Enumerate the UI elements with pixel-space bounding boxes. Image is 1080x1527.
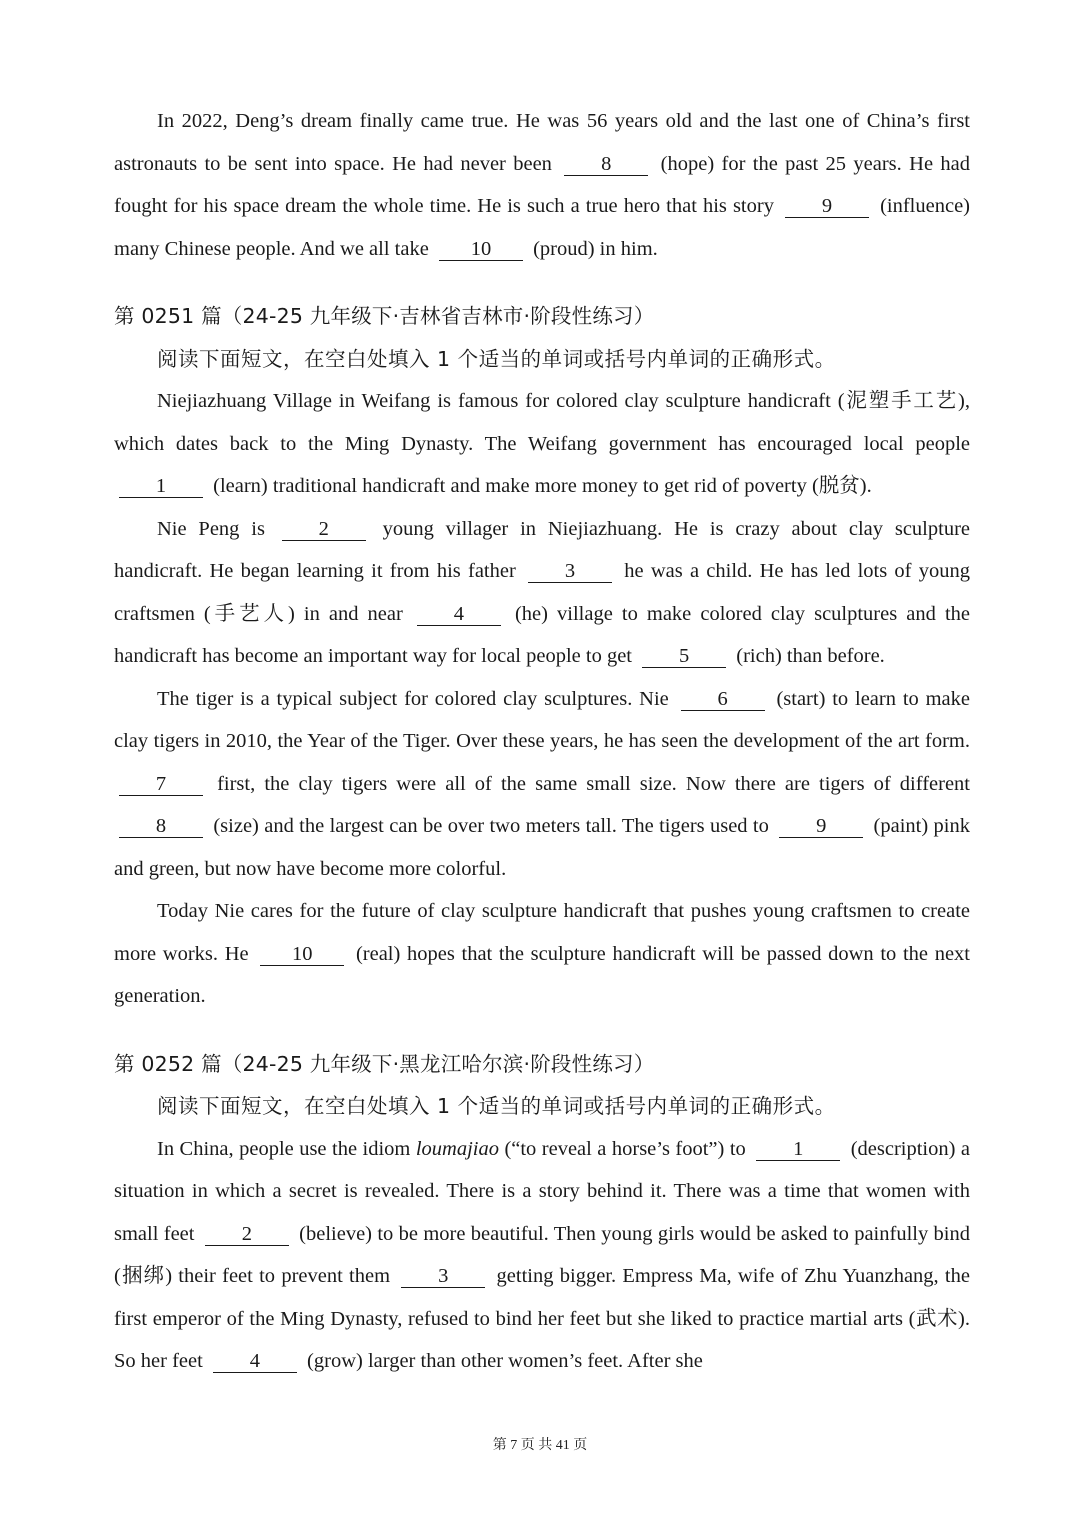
blank-3: 3	[401, 1265, 485, 1288]
instruction: 阅读下面短文，在空白处填入 1 个适当的单词或括号内单词的正确形式。	[157, 346, 836, 371]
paragraph	[114, 1128, 970, 1383]
instruction: 阅读下面短文，在空白处填入 1 个适当的单词或括号内单词的正确形式。	[157, 1094, 836, 1118]
paragraph	[114, 380, 970, 508]
text: (hope) for the past 25 years. He had fought for his space dream the whole time. He is such a true hero that his story	[114, 152, 970, 217]
text: he was a child. He has led lots of young craftsmen (手艺人) in and near	[114, 560, 970, 625]
text: Today Nie cares for the future of clay sculpture handicraft that pushes young craftsmen to create more works. He	[114, 900, 970, 965]
text: (he) village to make colored clay sculptures and the handicraft has become an important way for local people to get	[114, 602, 970, 667]
text: In 2022, Deng’s dream finally came true. He was 56 years old and the last one of China’s first astronauts to be sent into space. He had never been	[114, 110, 970, 175]
text: Niejiazhuang Village in Weifang is famous for colored clay sculpture handicraft (泥塑手工艺), which dates back to the Ming Dynasty. The Weifang government has encouraged local people	[114, 390, 970, 455]
text: first, the clay tigers were all of the same small size. Now there are tigers of different	[208, 772, 970, 795]
text: young villager in Niejiazhuang. He is crazy about clay sculpture handicraft. He began learning it from his father	[114, 517, 970, 582]
blank-3: 3	[528, 560, 612, 583]
paragraph	[114, 678, 970, 891]
text: (paint) pink and green, but now have become more colorful.	[114, 815, 970, 880]
text: (believe) to be more beautiful. Then young girls would be asked to painfully bind (捆绑) their feet to prevent them	[114, 1222, 970, 1287]
text: (description) a situation in which a secret is revealed. There is a story behind it. There was a time that women with small feet	[114, 1137, 971, 1245]
text: In China, people use the idiom	[157, 1137, 411, 1160]
text: (grow) larger than other women’s feet. After she	[301, 1350, 703, 1372]
blank-5: 5	[642, 645, 726, 668]
blank-4: 4	[417, 603, 501, 626]
blank-8: 8	[119, 815, 203, 838]
text: (influence) many Chinese people. And we all take	[114, 195, 970, 260]
text: (start) to learn to make clay tigers in 2010, the Year of the Tiger. Over these years, he has seen the development of the art form.	[114, 687, 970, 752]
paragraph	[114, 890, 970, 1018]
blank-7: 7	[119, 773, 203, 796]
blank-9: 9	[785, 195, 869, 218]
blank-2: 2	[205, 1223, 289, 1246]
blank-1: 1	[756, 1138, 840, 1161]
blank-8: 8	[564, 153, 648, 176]
text: The tiger is a typical subject for colored clay sculptures. Nie	[157, 687, 676, 710]
text: (“to reveal a horse’s foot”) to	[504, 1137, 752, 1160]
paragraph	[114, 100, 970, 270]
idiom-italic: loumajiao	[415, 1137, 499, 1160]
page-content	[114, 100, 970, 1383]
text: getting bigger. Empress Ma, wife of Zhu Yuanzhang, the first emperor of the Ming Dynasty, refused to bind her feet but she liked to practice martial arts (武术). So her feet	[114, 1265, 970, 1372]
blank-6: 6	[681, 688, 765, 711]
blank-9: 9	[779, 815, 863, 838]
text: (size) and the largest can be over two meters tall. The tigers used to	[208, 815, 775, 837]
blank-10: 10	[260, 943, 344, 966]
blank-2: 2	[282, 518, 366, 541]
paragraph	[114, 508, 970, 678]
blank-4: 4	[213, 1350, 297, 1373]
passage-heading: 第 0251 篇（24-25 九年级下·吉林省吉林市·阶段性练习）	[114, 304, 655, 328]
passage-heading: 第 0252 篇（24-25 九年级下·黑龙江哈尔滨·阶段性练习）	[114, 1051, 655, 1076]
blank-10: 10	[439, 238, 523, 261]
page-footer: 第 7 页 共 41 页	[492, 1438, 588, 1453]
text: Nie Peng is	[157, 517, 277, 540]
text: (learn) traditional handicraft and make more money to get rid of poverty (脱贫).	[208, 475, 872, 497]
text: (real) hopes that the sculpture handicraft will be passed down to the next generation.	[114, 942, 970, 1007]
text: (rich) than before.	[731, 645, 885, 667]
text: (proud) in him.	[527, 237, 658, 260]
blank-1: 1	[119, 475, 203, 498]
